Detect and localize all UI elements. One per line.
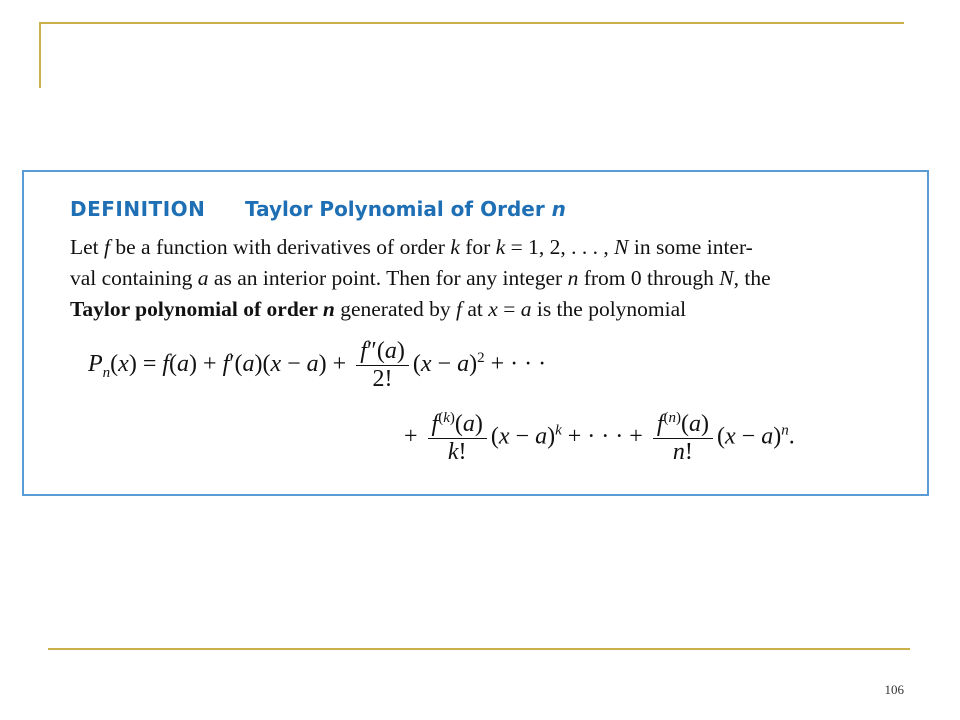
definition-line-1: Let f be a function with derivatives of order k for k = 1, 2, . . . , N in some inter- — [70, 235, 753, 259]
definition-header — [70, 197, 566, 221]
fraction-nth-derivative: $\frac{f^{(n)}(a)}{n!}$ — [653, 410, 713, 466]
slide-top-rule — [40, 22, 904, 24]
definition-body — [70, 232, 900, 325]
definition-label: DEFINITION — [70, 197, 206, 221]
fraction-second-derivative: $\frac{f''(a)}{2!}$ — [356, 338, 409, 393]
definition-line-3: Taylor polynomial of order n generated by f at x = a is the polynomial — [70, 297, 687, 321]
definition-box — [22, 170, 929, 496]
definition-title: Taylor Polynomial of Order n — [245, 197, 566, 221]
definition-line-2: val containing a as an interior point. Then for any integer n from 0 through N, the — [70, 266, 771, 290]
fraction-kth-derivative: $\frac{f^{(k)}(a)}{k!}$ — [428, 410, 487, 466]
formula-line-2: + $\frac{f^{(k)}(a)}{k!}$ $(x - a)^k$ + · · · + $\frac{f^{(n)}(a)}{n!}$ $(x - a)^n$. — [404, 410, 795, 465]
slide-bottom-rule — [48, 648, 910, 650]
slide-left-rule — [39, 22, 41, 88]
formula-line-1: $P_n(x) = f(a) + f'(a)(x - a)$ + $\frac{f''(a)}{2!}$ $(x - a)^2$ + · · · — [88, 338, 547, 392]
page-number: 106 — [884, 682, 904, 697]
